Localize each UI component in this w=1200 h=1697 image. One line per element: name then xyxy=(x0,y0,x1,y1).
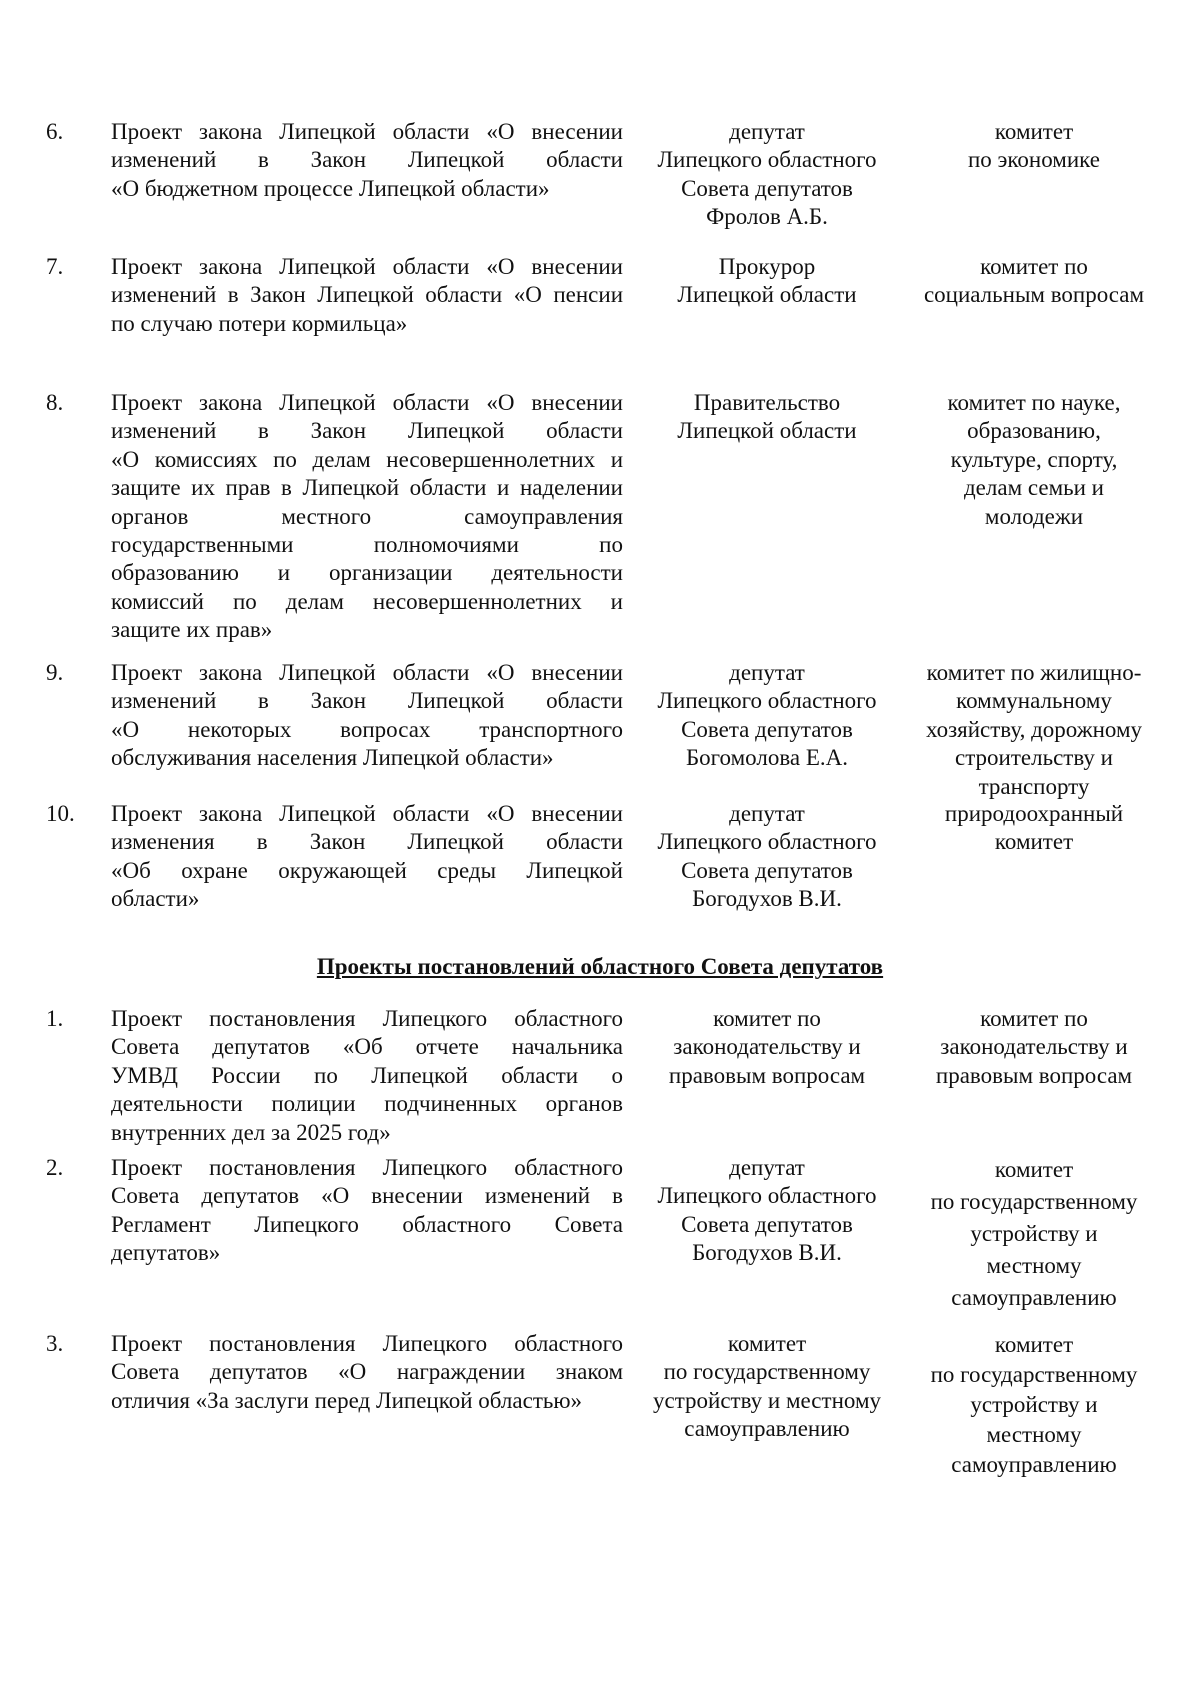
item-committee: комитет по жилищно- коммунальному хозяйству, дорожному строительству и транспорту xyxy=(925,660,1143,799)
item-committee: комитет по законодательству и правовым вопросам xyxy=(935,1006,1133,1088)
item-number: 7. xyxy=(46,254,64,279)
item-number: 8. xyxy=(46,390,64,415)
item-initiator: комитет по государственному устройству и местному самоуправлению xyxy=(652,1331,881,1442)
item-title: Проект закона Липецкой области «О внесении изменений в Закон Липецкой области «О бюджетном процессе Липецкой области» xyxy=(111,119,623,201)
section-heading: Проекты постановлений областного Совета депутатов xyxy=(316,954,884,979)
item-initiator: комитет по законодательству и правовым вопросам xyxy=(668,1006,866,1088)
item-committee: комитет по экономике xyxy=(968,119,1100,173)
item-initiator: Правительство Липецкой области xyxy=(677,390,857,444)
item-initiator: депутат Липецкого областного Совета депутатов Богодухов В.И. xyxy=(657,1155,877,1266)
item-committee: комитет по государственному устройству и местному самоуправлению xyxy=(930,1157,1138,1310)
item-committee: природоохранный комитет xyxy=(944,801,1124,855)
item-number: 6. xyxy=(46,119,64,144)
item-number: 10. xyxy=(46,801,75,826)
item-committee: комитет по социальным вопросам xyxy=(923,254,1145,308)
item-title: Проект постановления Липецкого областного Совета депутатов «Об отчете начальника УМВД России по Липецкой области о деятельности полиции подчиненных органов внутренних дел за 2025 год» xyxy=(111,1006,623,1145)
item-number: 9. xyxy=(46,660,64,685)
item-initiator: депутат Липецкого областного Совета депутатов Богомолова Е.А. xyxy=(657,660,877,771)
item-title: Проект закона Липецкой области «О внесении изменений в Закон Липецкой области «О пенсии по случаю потери кормильца» xyxy=(111,254,623,336)
item-title: Проект постановления Липецкого областного Совета депутатов «О внесении изменений в Регламент Липецкого областного Совета депутатов» xyxy=(111,1155,623,1266)
item-number: 3. xyxy=(46,1331,64,1356)
item-number: 1. xyxy=(46,1006,64,1031)
item-title: Проект постановления Липецкого областного Совета депутатов «О награждении знаком отличия «За заслуги перед Липецкой областью» xyxy=(111,1331,623,1413)
item-title: Проект закона Липецкой области «О внесении изменений в Закон Липецкой области «О комиссиях по делам несовершеннолетних и защите их прав в Липецкой области и наделении органов местного самоуправления государственными полномочиями по образованию и организации деятельности комиссий по делам несовершеннолетних и защите их прав» xyxy=(111,390,623,643)
item-title: Проект закона Липецкой области «О внесении изменений в Закон Липецкой области «О некоторых вопросах транспортного обслуживания населения Липецкой области» xyxy=(111,660,623,771)
item-number: 2. xyxy=(46,1155,64,1180)
item-committee: комитет по государственному устройству и местному самоуправлению xyxy=(930,1332,1138,1477)
item-committee: комитет по науке, образованию, культуре, спорту, делам семьи и молодежи xyxy=(947,390,1121,529)
item-initiator: депутат Липецкого областного Совета депутатов Богодухов В.И. xyxy=(657,801,877,912)
item-initiator: Прокурор Липецкой области xyxy=(677,254,857,308)
item-title: Проект закона Липецкой области «О внесении изменения в Закон Липецкой области «Об охране окружающей среды Липецкой области» xyxy=(111,801,623,912)
item-initiator: депутат Липецкого областного Совета депутатов Фролов А.Б. xyxy=(657,119,877,230)
